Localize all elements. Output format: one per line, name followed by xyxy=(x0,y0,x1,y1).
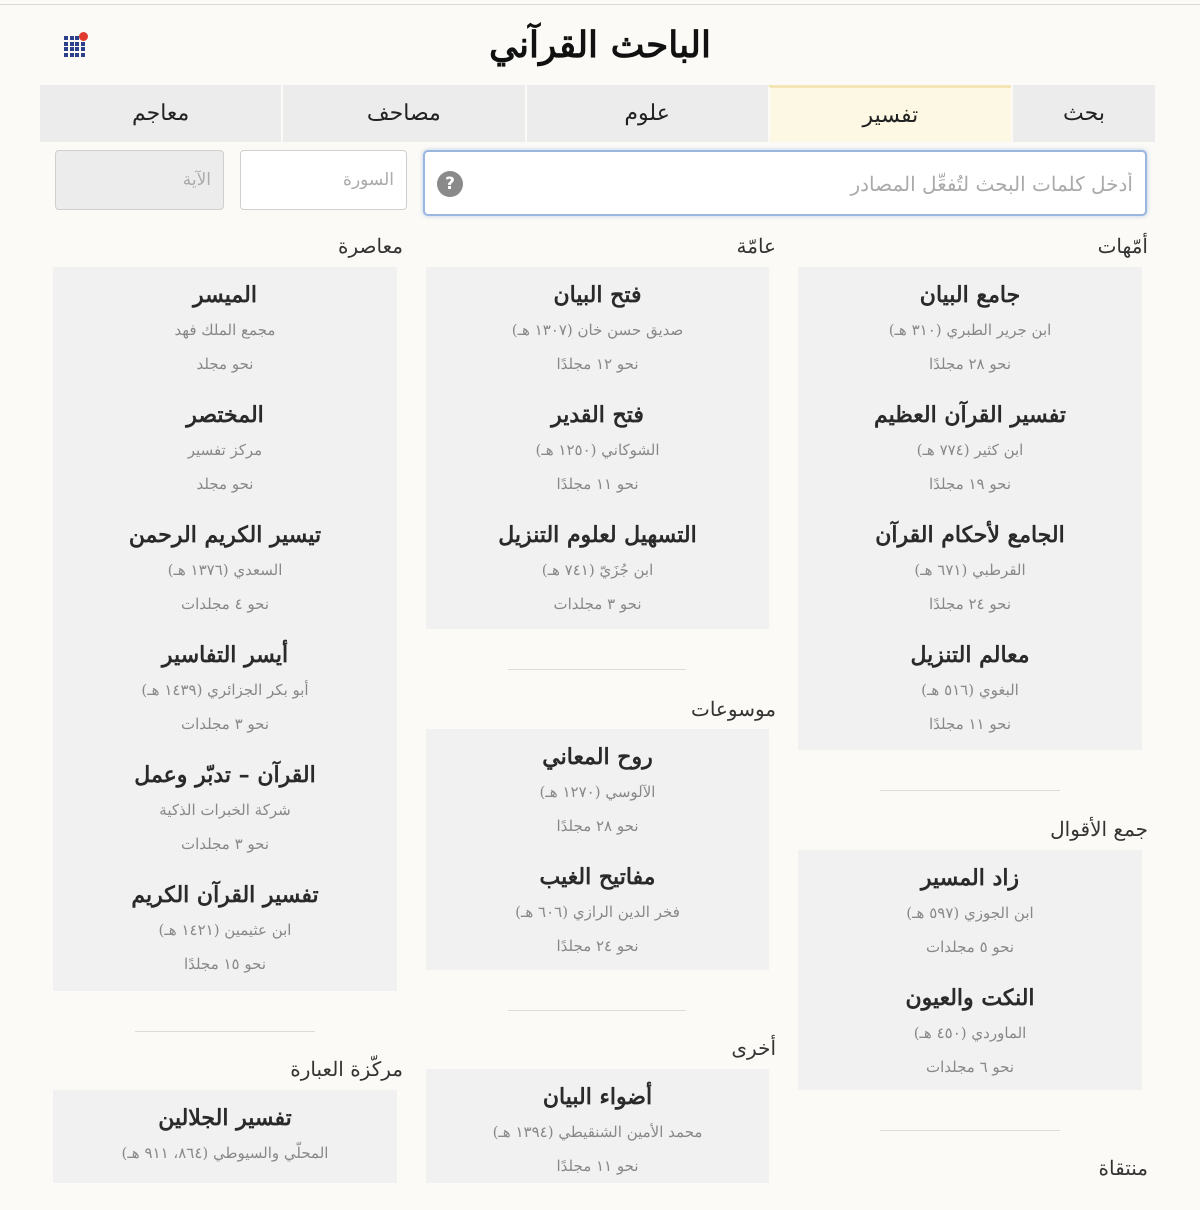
book-title: تيسير الكريم الرحمن xyxy=(128,522,322,548)
section-title-markaza: مركّزة العبارة xyxy=(290,1057,403,1081)
book-title: القرآن – تدبّر وعمل xyxy=(134,762,316,788)
book-author: ابن كثير (٧٧٤ هـ) xyxy=(916,441,1024,459)
book-author: الماوردي (٤٥٠ هـ) xyxy=(913,1024,1027,1042)
book-entry-zad-al-masir[interactable] xyxy=(798,850,1142,970)
book-title: فتح القدير xyxy=(551,402,644,428)
book-title: الميسر xyxy=(193,282,257,308)
book-entry-saadi[interactable] xyxy=(53,507,397,627)
section-divider xyxy=(880,1130,1060,1131)
book-author: فخر الدين الرازي (٦٠٦ هـ) xyxy=(515,903,680,921)
section-divider xyxy=(880,790,1060,791)
book-title: أضواء البيان xyxy=(542,1084,653,1110)
book-entry-jami-al-bayan[interactable] xyxy=(798,267,1142,387)
book-author: شركة الخبرات الذكية xyxy=(159,801,291,819)
book-volumes: نحو مجلد xyxy=(196,475,254,493)
book-entry-fath-al-bayan[interactable] xyxy=(426,267,769,387)
book-author: محمد الأمين الشنقيطي (١٣٩٤ هـ) xyxy=(492,1123,703,1141)
book-volumes: نحو ٢٤ مجلدًا xyxy=(556,937,639,955)
surah-field[interactable] xyxy=(241,151,406,209)
section-title-amma: عامّة xyxy=(736,234,776,258)
book-volumes: نحو ٥ مجلدات xyxy=(925,938,1015,956)
book-author: الشوكاني (١٢٥٠ هـ) xyxy=(535,441,660,459)
book-volumes: نحو ١١ مجلدًا xyxy=(556,1157,639,1175)
ayah-field-box xyxy=(55,150,224,210)
section-title-muntaqa: منتقاة xyxy=(1098,1156,1148,1180)
book-title: زاد المسير xyxy=(920,865,1020,891)
book-author: مركز تفسير xyxy=(187,441,263,459)
section-title-ukhra: أخرى xyxy=(731,1036,776,1060)
book-volumes: نحو ٢٨ مجلدًا xyxy=(556,817,639,835)
section-ukhra xyxy=(426,1069,769,1183)
section-title-jam-aqwal: جمع الأقوال xyxy=(1050,817,1148,841)
book-title: فتح البيان xyxy=(553,282,642,308)
book-volumes: نحو ٦ مجلدات xyxy=(925,1058,1015,1076)
surah-field-box xyxy=(240,150,407,210)
book-title: الجامع لأحكام القرآن xyxy=(875,522,1065,548)
book-author: السعدي (١٣٧٦ هـ) xyxy=(167,561,283,579)
book-author: القرطبي (٦٧١ هـ) xyxy=(914,561,1026,579)
book-title: تفسير القرآن الكريم xyxy=(131,882,319,908)
book-entry-mafatih-al-ghayb[interactable] xyxy=(426,849,769,969)
section-divider xyxy=(508,1010,686,1011)
book-entry-ibn-uthaymin[interactable] xyxy=(53,867,397,987)
book-volumes: نحو مجلد xyxy=(196,355,254,373)
search-box xyxy=(423,150,1147,216)
section-divider xyxy=(508,669,686,670)
book-entry-jalalayn[interactable] xyxy=(53,1090,397,1210)
book-author: مجمع الملك فهد xyxy=(174,321,276,339)
section-amma xyxy=(426,267,769,629)
app-title: الباحث القرآني xyxy=(488,24,711,66)
book-title: تفسير القرآن العظيم xyxy=(873,402,1067,428)
book-author: المحلّي والسيوطي (٨٦٤، ٩١١ هـ) xyxy=(121,1144,329,1162)
book-title: النكت والعيون xyxy=(905,985,1035,1011)
book-volumes: نحو ٣ مجلدات xyxy=(180,715,270,733)
ayah-field[interactable] xyxy=(56,151,223,209)
book-title: جامع البيان xyxy=(919,282,1021,308)
section-mawsuat xyxy=(426,729,769,970)
book-author: الآلوسي (١٢٧٠ هـ) xyxy=(539,783,656,801)
book-volumes: نحو ٣ مجلدات xyxy=(553,595,642,613)
book-entry-baghawi[interactable] xyxy=(798,627,1142,747)
book-title: روح المعاني xyxy=(542,744,653,770)
book-author: ابن الجوزي (٥٩٧ هـ) xyxy=(906,904,1034,922)
book-author: صديق حسن خان (١٣٠٧ هـ) xyxy=(511,321,684,339)
tab-search[interactable]: بحث xyxy=(1011,85,1155,142)
book-entry-muyassar[interactable] xyxy=(53,267,397,387)
book-author: البغوي (٥١٦ هـ) xyxy=(921,681,1019,699)
book-author: ابن جُزَيّ (٧٤١ هـ) xyxy=(541,561,654,579)
tab-tafsir[interactable]: تفسير xyxy=(768,85,1011,142)
section-ummahat xyxy=(798,267,1142,750)
search-input[interactable] xyxy=(491,152,1135,216)
tab-maajim[interactable]: معاجم xyxy=(40,85,281,142)
book-entry-ruh-al-maani[interactable] xyxy=(426,729,769,849)
book-volumes: نحو ١٥ مجلدًا xyxy=(184,955,266,973)
tab-masahif[interactable]: مصاحف xyxy=(281,85,524,142)
book-entry-tashil[interactable] xyxy=(426,507,769,627)
book-volumes: نحو ٢٨ مجلدًا xyxy=(929,355,1011,373)
section-muasira xyxy=(53,267,397,991)
section-jam-aqwal xyxy=(798,850,1142,1090)
book-entry-tadabbur[interactable] xyxy=(53,747,397,867)
book-volumes: نحو ٤ مجلدات xyxy=(180,595,270,613)
book-volumes: نحو ١١ مجلدًا xyxy=(556,475,639,493)
book-author: أبو بكر الجزائري (١٤٣٩ هـ) xyxy=(141,681,309,699)
book-author: ابن عثيمين (١٤٢١ هـ) xyxy=(158,921,292,939)
book-entry-fath-al-qadir[interactable] xyxy=(426,387,769,507)
book-title: معالم التنزيل xyxy=(910,642,1030,668)
book-title: أيسر التفاسير xyxy=(161,642,289,668)
book-volumes: نحو ١١ مجلدًا xyxy=(929,715,1011,733)
book-title: تفسير الجلالين xyxy=(158,1105,292,1131)
book-volumes: نحو ١٩ مجلدًا xyxy=(929,475,1011,493)
book-entry-adwa-al-bayan[interactable] xyxy=(426,1069,769,1189)
book-title: مفاتيح الغيب xyxy=(539,864,656,890)
section-title-mawsuat: موسوعات xyxy=(691,697,776,721)
book-entry-aysar[interactable] xyxy=(53,627,397,747)
book-entry-nukat[interactable] xyxy=(798,970,1142,1090)
book-volumes: نحو ٣ مجلدات xyxy=(180,835,270,853)
section-title-ummahat: أمّهات xyxy=(1097,234,1148,258)
book-entry-mukhtasar[interactable] xyxy=(53,387,397,507)
top-border xyxy=(0,4,1200,5)
section-divider xyxy=(135,1031,315,1032)
book-entry-ibn-kathir[interactable] xyxy=(798,387,1142,507)
section-title-muasira: معاصرة xyxy=(338,234,403,258)
tab-ulum[interactable]: علوم xyxy=(525,85,768,142)
main-tabs xyxy=(40,85,1155,142)
section-markaza xyxy=(53,1090,397,1183)
book-entry-qurtubi[interactable] xyxy=(798,507,1142,627)
book-title: المختصر xyxy=(186,402,264,428)
book-title: التسهيل لعلوم التنزيل xyxy=(498,522,697,548)
book-author: ابن جرير الطبري (٣١٠ هـ) xyxy=(888,321,1052,339)
book-volumes: نحو ١٢ مجلدًا xyxy=(556,355,639,373)
help-icon[interactable]: ? xyxy=(437,171,463,197)
book-volumes: نحو ٢٤ مجلدًا xyxy=(929,595,1011,613)
